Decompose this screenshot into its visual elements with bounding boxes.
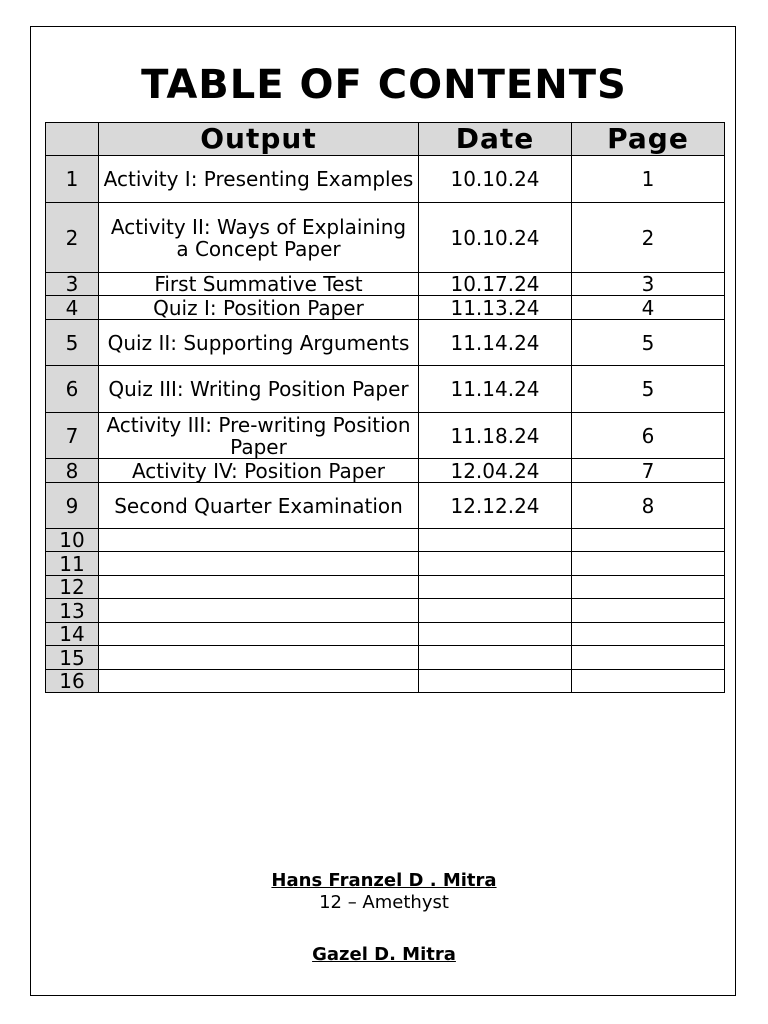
- table-row: [46, 552, 725, 576]
- row-page: [572, 646, 725, 670]
- row-output: [99, 599, 419, 623]
- row-date: [419, 646, 572, 670]
- table-row: [46, 483, 725, 529]
- row-date: [419, 552, 572, 576]
- row-output: [99, 646, 419, 670]
- row-number: 10: [46, 529, 99, 552]
- row-number: 13: [46, 599, 99, 623]
- row-number: 4: [46, 296, 99, 320]
- row-date: 11.13.24: [419, 296, 572, 320]
- row-output: Activity III: Pre-writing Position Paper: [99, 413, 419, 459]
- row-number: 1: [46, 156, 99, 203]
- row-date: [419, 599, 572, 623]
- row-page: [572, 599, 725, 623]
- table-row: [46, 296, 725, 320]
- row-page: [572, 670, 725, 693]
- teacher-name: Gazel D. Mitra: [312, 944, 456, 965]
- row-date: 11.18.24: [419, 413, 572, 459]
- row-output: [99, 552, 419, 576]
- header-number: [46, 123, 99, 156]
- table-row: [46, 623, 725, 646]
- row-output: [99, 529, 419, 552]
- table-row: [46, 203, 725, 273]
- row-page: [572, 576, 725, 599]
- table-row: [46, 413, 725, 459]
- row-number: 14: [46, 623, 99, 646]
- row-date: 10.10.24: [419, 203, 572, 273]
- row-date: [419, 623, 572, 646]
- row-number: 12: [46, 576, 99, 599]
- row-date: 11.14.24: [419, 366, 572, 413]
- row-number: 15: [46, 646, 99, 670]
- row-output: First Summative Test: [99, 273, 419, 296]
- row-output: Activity II: Ways of Explaining a Concept Paper: [99, 203, 419, 273]
- row-page: [572, 529, 725, 552]
- header-page: Page: [572, 123, 725, 156]
- table-row: [46, 529, 725, 552]
- row-number: 3: [46, 273, 99, 296]
- row-number: 8: [46, 459, 99, 483]
- row-number: 6: [46, 366, 99, 413]
- row-page: [572, 623, 725, 646]
- row-page: 3: [572, 273, 725, 296]
- row-page: 6: [572, 413, 725, 459]
- row-date: [419, 529, 572, 552]
- row-output: [99, 623, 419, 646]
- row-page: 4: [572, 296, 725, 320]
- row-output: Activity IV: Position Paper: [99, 459, 419, 483]
- header-output: Output: [99, 123, 419, 156]
- row-output: [99, 670, 419, 693]
- row-output: Second Quarter Examination: [99, 483, 419, 529]
- row-date: [419, 670, 572, 693]
- header-row: [46, 123, 725, 156]
- row-number: 11: [46, 552, 99, 576]
- row-page: [572, 552, 725, 576]
- row-page: 7: [572, 459, 725, 483]
- row-output: Quiz I: Position Paper: [99, 296, 419, 320]
- table-row: [46, 576, 725, 599]
- row-output: [99, 576, 419, 599]
- table-row: [46, 599, 725, 623]
- table-row: [46, 459, 725, 483]
- row-date: 12.04.24: [419, 459, 572, 483]
- student-section: 12 – Amethyst: [319, 892, 449, 913]
- row-date: 12.12.24: [419, 483, 572, 529]
- row-page: 2: [572, 203, 725, 273]
- table-row: [46, 646, 725, 670]
- header-date: Date: [419, 123, 572, 156]
- row-number: 9: [46, 483, 99, 529]
- row-output: Quiz II: Supporting Arguments: [99, 320, 419, 366]
- row-output: Quiz III: Writing Position Paper: [99, 366, 419, 413]
- row-number: 2: [46, 203, 99, 273]
- table-row: [46, 156, 725, 203]
- row-number: 7: [46, 413, 99, 459]
- table-row: [46, 273, 725, 296]
- row-number: 16: [46, 670, 99, 693]
- row-number: 5: [46, 320, 99, 366]
- row-page: 5: [572, 366, 725, 413]
- student-name: Hans Franzel D . Mitra: [271, 870, 497, 891]
- contents-table: [45, 122, 725, 693]
- row-date: 10.17.24: [419, 273, 572, 296]
- page-title: TABLE OF CONTENTS: [141, 62, 627, 108]
- table-row: [46, 366, 725, 413]
- table-row: [46, 320, 725, 366]
- row-output: Activity I: Presenting Examples: [99, 156, 419, 203]
- row-date: 11.14.24: [419, 320, 572, 366]
- row-page: 5: [572, 320, 725, 366]
- row-page: 8: [572, 483, 725, 529]
- table-row: [46, 670, 725, 693]
- row-date: 10.10.24: [419, 156, 572, 203]
- row-page: 1: [572, 156, 725, 203]
- row-date: [419, 576, 572, 599]
